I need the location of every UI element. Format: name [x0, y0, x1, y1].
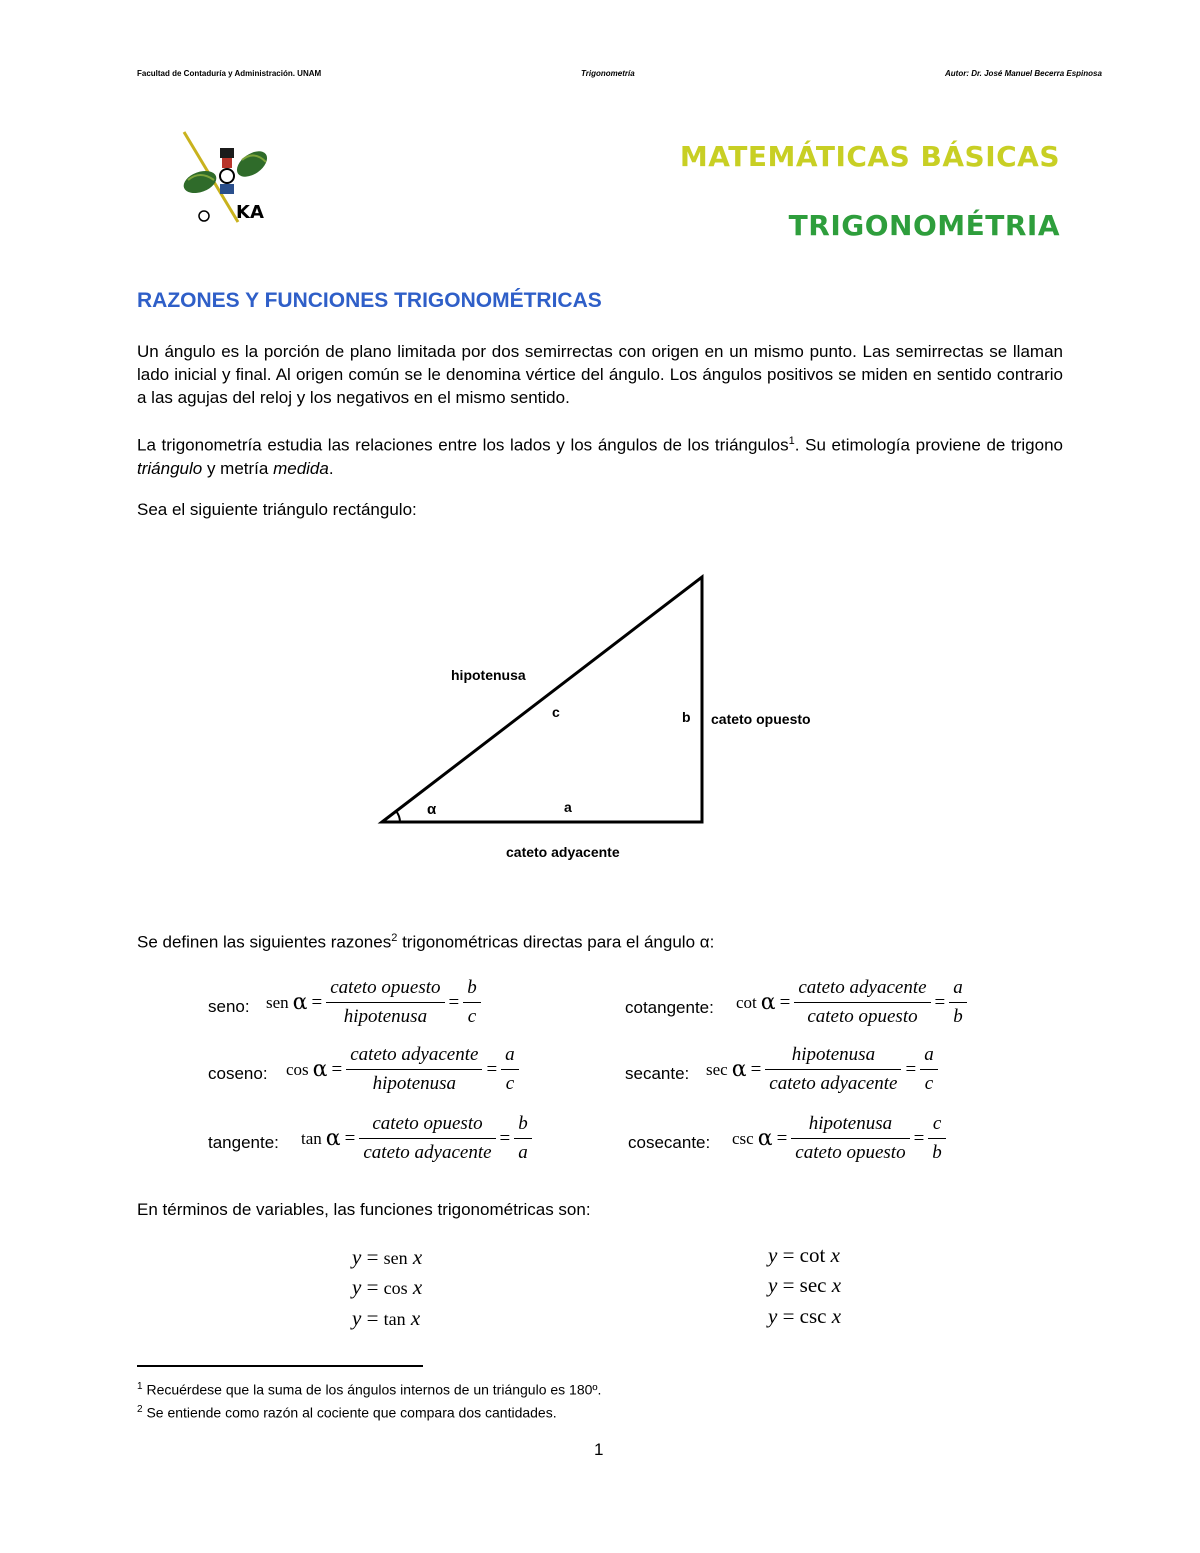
- equals: =: [366, 1306, 379, 1330]
- var-y: y: [768, 1243, 778, 1267]
- footnote-ref-1: 1: [788, 435, 795, 447]
- fn-name: tan: [383, 1309, 406, 1329]
- function-sen: [352, 1245, 422, 1270]
- ratio-name-seno: seno:: [208, 997, 250, 1016]
- footnote-1-text: Recuérdese que la suma de los ángulos internos de un triángulo es 180º.: [142, 1381, 602, 1398]
- function-cot: [768, 1243, 840, 1268]
- numerator: cateto opuesto: [359, 1110, 495, 1139]
- label-hipotenusa: hipotenusa: [451, 667, 526, 683]
- paragraph-3-text: Sea el siguiente triángulo rectángulo:: [137, 500, 417, 519]
- fraction-short: [920, 1041, 938, 1098]
- paragraph-1-text: Un ángulo es la porción de plano limitada por dos semirrectas con origen en un mismo punto. Las semirrectas se llaman lado inicial y final. Al origen común se le denomina vértice del ángulo. Los ángulos positivos se miden en sentido contrario a las agujas del reloj y los negativos en el mismo sentido.: [137, 342, 1063, 407]
- fraction-main: [794, 974, 930, 1031]
- numerator: a: [949, 974, 967, 1003]
- fn-name: sec: [799, 1273, 827, 1297]
- header-center: Trigonometría: [581, 69, 635, 78]
- denominator: c: [505, 1073, 515, 1094]
- denominator: a: [518, 1142, 528, 1163]
- header-left: Facultad de Contaduría y Administración. UNAM: [137, 69, 322, 78]
- paragraph-2: [137, 430, 1063, 480]
- denominator: c: [924, 1073, 934, 1094]
- p2-d: .: [328, 458, 334, 478]
- denominator: hipotenusa: [343, 1006, 428, 1027]
- denominator: c: [467, 1006, 477, 1027]
- numerator: cateto adyacente: [794, 974, 930, 1003]
- ratio-formula-secante: sec α = $\frac{\text{hipotenusa}}{\text{cateto adyacente}}$ = $\frac{a}{c}$: [706, 1041, 938, 1098]
- fn-name: cot: [799, 1243, 826, 1267]
- ratio-name-coseno: coseno:: [208, 1064, 268, 1083]
- footnote-ref-2: 2: [391, 932, 398, 944]
- numerator: hipotenusa: [791, 1110, 909, 1139]
- p4-a: Se definen las siguientes razones: [137, 932, 392, 952]
- label-cateto-adyacente: cateto adyacente: [506, 844, 620, 860]
- fraction-short: [501, 1041, 519, 1098]
- label-cateto-opuesto: cateto opuesto: [711, 711, 811, 727]
- fraction-main: [326, 974, 444, 1031]
- footnote-2: [137, 1400, 601, 1423]
- fn-cot: cot: [736, 992, 757, 1012]
- label-alpha: α: [427, 801, 437, 818]
- footnote-1-num: 1: [137, 1381, 143, 1392]
- denominator: cateto adyacente: [769, 1073, 898, 1094]
- alpha-symbol: α: [731, 1057, 747, 1082]
- p2-italic-2: medida: [273, 458, 329, 478]
- paragraph-1: [137, 340, 1063, 409]
- var-x: x: [830, 1243, 840, 1267]
- function-tan: [352, 1306, 420, 1331]
- var-x: x: [412, 1245, 423, 1269]
- fraction-main: [791, 1110, 909, 1167]
- ratio-name-cosecante: cosecante:: [628, 1133, 711, 1152]
- numerator: b: [463, 974, 481, 1003]
- numerator: b: [514, 1110, 532, 1139]
- page-number: 1: [594, 1440, 604, 1459]
- fn-csc: csc: [732, 1128, 754, 1148]
- numerator: c: [928, 1110, 946, 1139]
- denominator: hipotenusa: [372, 1073, 457, 1094]
- ratio-formula-seno: sen α = $\frac{\text{cateto opuesto}}{\text{hipotenusa}}$ = $\frac{b}{c}$: [266, 974, 481, 1031]
- paragraph-3: [137, 498, 1063, 521]
- var-y: y: [768, 1273, 778, 1297]
- fraction-main: [346, 1041, 482, 1098]
- ratio-formula-coseno: cos α = $\frac{\text{cateto adyacente}}{\text{hipotenusa}}$ = $\frac{a}{c}$: [286, 1041, 519, 1098]
- var-y: y: [352, 1245, 362, 1269]
- denominator: b: [932, 1142, 942, 1163]
- equals: =: [782, 1243, 795, 1267]
- paragraph-5: [137, 1198, 1063, 1221]
- fn-name: sen: [383, 1248, 408, 1268]
- fraction-short: [514, 1110, 532, 1167]
- var-x: x: [412, 1275, 423, 1299]
- fraction-main: [359, 1110, 495, 1167]
- fraction-short: [949, 974, 967, 1031]
- function-sec: [768, 1273, 841, 1298]
- p2-a: La trigonometría estudia las relaciones entre los lados y los ángulos de los triángulos: [137, 435, 789, 455]
- var-y: y: [768, 1304, 778, 1328]
- label-b: b: [682, 709, 691, 725]
- footnote-separator: [137, 1365, 423, 1367]
- var-x: x: [410, 1306, 421, 1330]
- numerator: a: [920, 1041, 938, 1070]
- fraction-main: [765, 1041, 901, 1098]
- alpha-symbol: α: [312, 1057, 328, 1082]
- p2-b: . Su etimología proviene de trigono: [794, 435, 1063, 455]
- fraction-short: [928, 1110, 946, 1167]
- denominator: b: [953, 1006, 963, 1027]
- fn-sen: sen: [266, 992, 289, 1012]
- label-a: a: [564, 799, 572, 815]
- fn-sec: sec: [706, 1059, 728, 1079]
- var-y: y: [352, 1275, 362, 1299]
- ratio-formula-tangente: tan α = $\frac{\text{cateto opuesto}}{\text{cateto adyacente}}$ = $\frac{b}{a}$: [301, 1110, 532, 1167]
- alpha-symbol: α: [757, 1126, 773, 1151]
- ratio-formula-cotangente: cot α = $\frac{\text{cateto adyacente}}{\text{cateto opuesto}}$ = $\frac{a}{b}$: [736, 974, 967, 1031]
- p2-c: y metría: [202, 458, 274, 478]
- alpha-symbol: α: [760, 990, 776, 1015]
- numerator: a: [501, 1041, 519, 1070]
- p2-italic-1: triángulo: [137, 458, 203, 478]
- title-main: MATEMÁTICAS BÁSICAS: [679, 140, 1060, 173]
- fn-cos: cos: [286, 1059, 309, 1079]
- footnote-2-num: 2: [137, 1403, 143, 1415]
- equals: =: [366, 1245, 379, 1269]
- footnote-1: [137, 1377, 601, 1400]
- triangle-shape: [382, 577, 702, 822]
- paragraph-5-text: En términos de variables, las funciones trigonométricas son:: [137, 1200, 591, 1219]
- footnotes: [137, 1377, 601, 1422]
- var-x: x: [831, 1304, 842, 1328]
- var-y: y: [352, 1306, 362, 1330]
- fraction-short: [463, 974, 481, 1031]
- numerator: cateto adyacente: [346, 1041, 482, 1070]
- angle-arc: [396, 811, 400, 822]
- equals: =: [782, 1273, 795, 1297]
- alpha-symbol: α: [325, 1126, 341, 1151]
- denominator: cateto opuesto: [807, 1006, 918, 1027]
- label-c: c: [552, 704, 560, 720]
- alpha-symbol: α: [292, 990, 308, 1015]
- header-right: Autor: Dr. José Manuel Becerra Espinosa: [945, 69, 1102, 78]
- equals: =: [782, 1304, 795, 1328]
- function-cos: [352, 1275, 422, 1300]
- logo-text: KA: [236, 202, 264, 223]
- var-x: x: [831, 1273, 842, 1297]
- denominator: cateto opuesto: [795, 1142, 906, 1163]
- ratio-name-cotangente: cotangente:: [625, 998, 714, 1017]
- fn-tan: tan: [301, 1128, 322, 1148]
- section-title: RAZONES Y FUNCIONES TRIGONOMÉTRICAS: [137, 289, 602, 312]
- ratio-formula-cosecante: csc α = $\frac{\text{hipotenusa}}{\text{cateto opuesto}}$ = $\frac{c}{b}$: [732, 1110, 946, 1167]
- title-sub: TRIGONOMÉTRIA: [788, 209, 1060, 242]
- logo-image: [176, 130, 274, 226]
- p4-b: trigonométricas directas para el ángulo α:: [397, 932, 715, 952]
- denominator: cateto adyacente: [363, 1142, 492, 1163]
- fn-name: cos: [383, 1278, 408, 1298]
- fn-name: csc: [799, 1304, 827, 1328]
- numerator: hipotenusa: [765, 1041, 901, 1070]
- ratio-name-secante: secante:: [625, 1064, 690, 1083]
- ratio-name-tangente: tangente:: [208, 1133, 279, 1152]
- numerator: cateto opuesto: [326, 974, 444, 1003]
- function-csc: [768, 1304, 841, 1329]
- footnote-2-text: Se entiende como razón al cociente que compara dos cantidades.: [142, 1404, 557, 1421]
- equals: =: [366, 1275, 379, 1299]
- paragraph-4: [137, 927, 1063, 954]
